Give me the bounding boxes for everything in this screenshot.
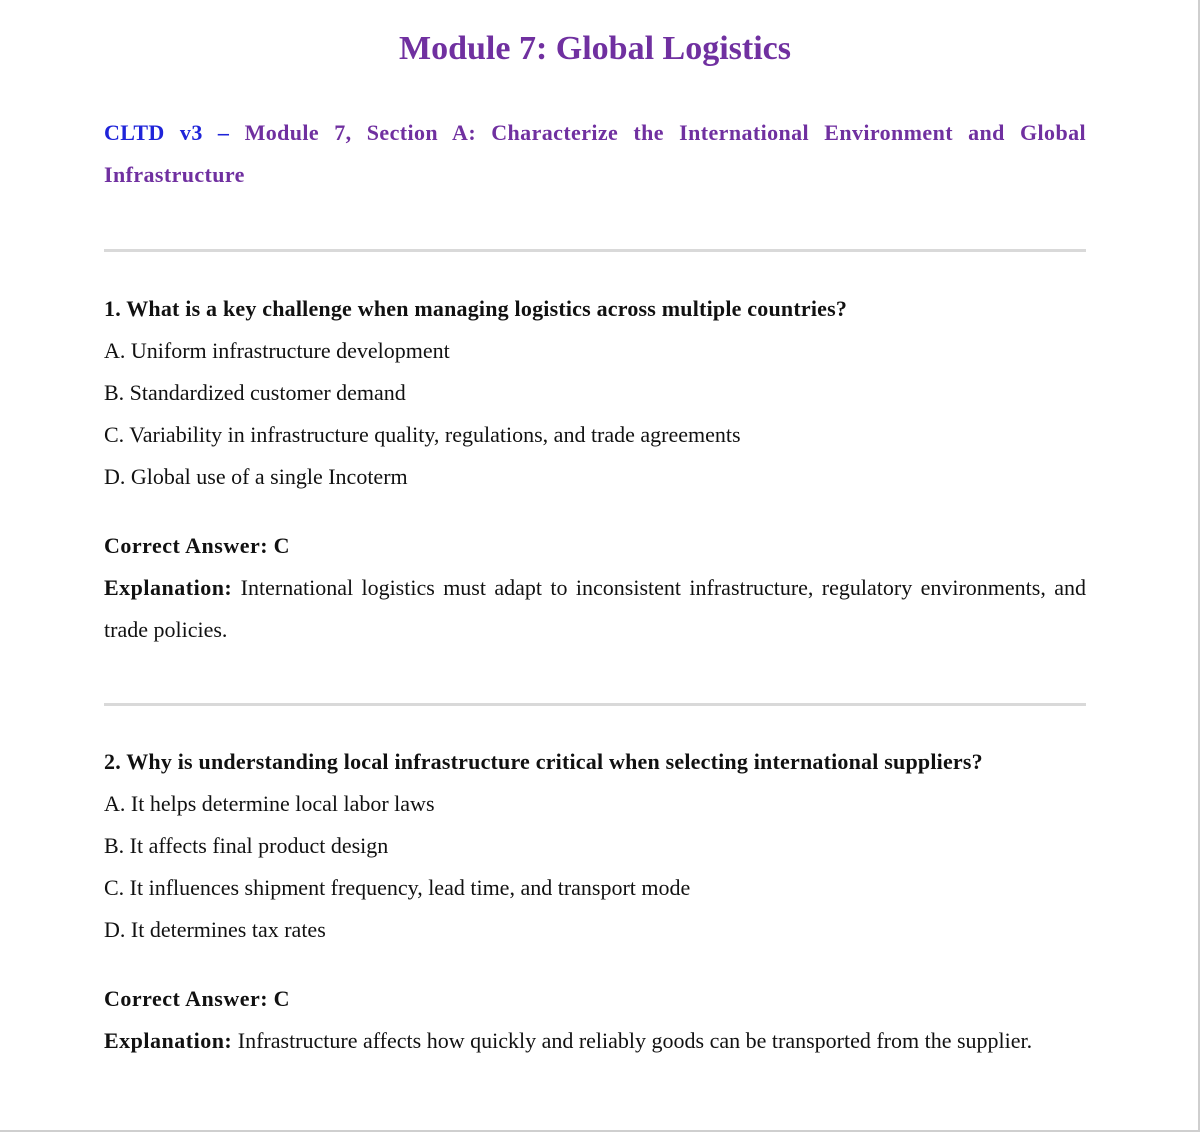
answer-option: C. It influences shipment frequency, lead time, and transport mode xyxy=(104,875,691,900)
question-block xyxy=(104,741,1086,1062)
explanation-label: Explanation: xyxy=(104,575,233,600)
question-block xyxy=(104,288,1086,651)
question-text: 1. What is a key challenge when managing logistics across multiple countries? xyxy=(104,296,848,321)
correct-answer-label: Correct Answer: xyxy=(104,986,269,1011)
divider xyxy=(104,249,1086,252)
correct-answer-value: C xyxy=(273,533,290,558)
explanation-text: International logistics must adapt to inconsistent infrastructure, regulatory environments, and trade policies. xyxy=(104,575,1087,642)
explanation xyxy=(104,1020,1086,1062)
explanation-text: Infrastructure affects how quickly and reliably goods can be transported from the supplier. xyxy=(237,1028,1033,1053)
answer-option: D. Global use of a single Incoterm xyxy=(104,464,408,489)
correct-answer-label: Correct Answer: xyxy=(104,533,269,558)
page-title: Module 7: Global Logistics xyxy=(399,30,791,67)
correct-answer xyxy=(104,978,1086,1020)
section-subtitle xyxy=(104,112,1086,196)
answer-option: A. It helps determine local labor laws xyxy=(104,791,435,816)
answer-option: D. It determines tax rates xyxy=(104,917,326,942)
answer-option: B. It affects final product design xyxy=(104,833,389,858)
explanation xyxy=(104,567,1086,651)
answer-option: A. Uniform infrastructure development xyxy=(104,338,450,363)
explanation-label: Explanation: xyxy=(104,1028,233,1053)
divider xyxy=(104,703,1086,706)
question-text: 2. Why is understanding local infrastructure critical when selecting international suppliers? xyxy=(104,749,983,774)
correct-answer xyxy=(104,525,1086,567)
answer-option: C. Variability in infrastructure quality, regulations, and trade agreements xyxy=(104,422,741,447)
subtitle-section-name: Module 7, Section A: Characterize the International Environment and Global Infrastructure xyxy=(104,120,1086,187)
subtitle-course-code: CLTD v3 – xyxy=(104,120,230,145)
answer-option: B. Standardized customer demand xyxy=(104,380,406,405)
correct-answer-value: C xyxy=(273,986,290,1011)
